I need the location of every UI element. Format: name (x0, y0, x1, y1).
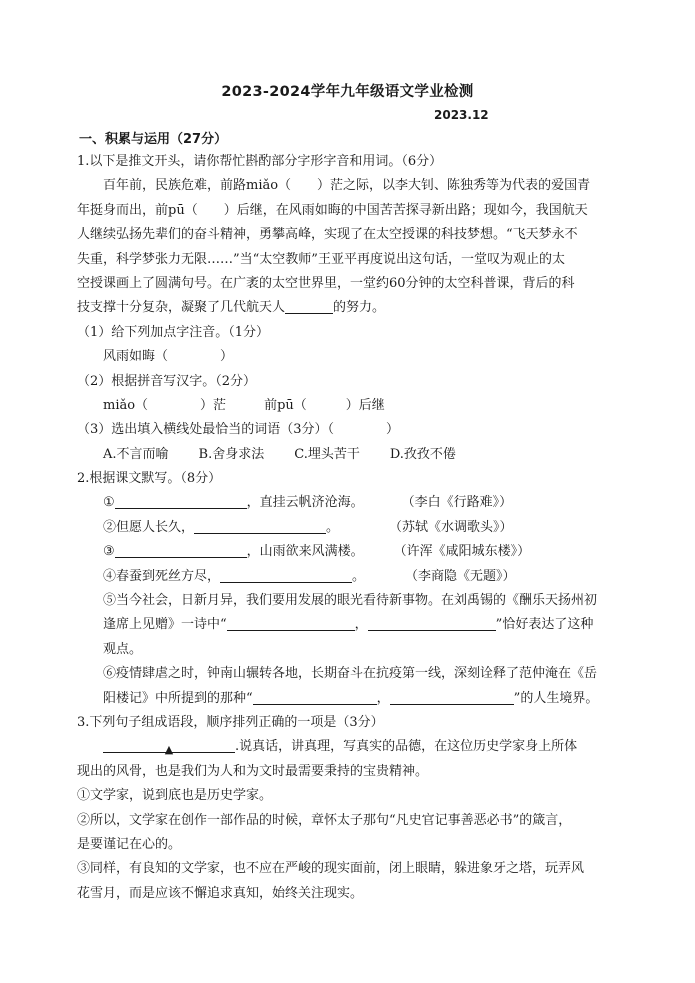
q2-line-3 (77, 540, 625, 564)
poem-source: （许浑《咸阳城东楼》） (393, 544, 531, 560)
passage-text: 的努力。 (333, 300, 386, 316)
q1-passage-line: 失重，科学梦张力无限……”当“太空教师”王亚平再度说出这句话，一堂叹为观止的太 (77, 251, 565, 267)
q2-line-4 (77, 565, 625, 589)
order-answer-blank[interactable] (103, 738, 235, 757)
answer-blank[interactable] (253, 690, 377, 705)
q3-stem: 3.下列句子组成语段，顺序排列正确的一项是（3分） (77, 714, 384, 730)
answer-blank[interactable] (285, 299, 333, 314)
poem-text: ， (354, 617, 368, 633)
q1-passage-line: 空授课画上了圆满句号。在广袤的太空世界里，一堂约60分钟的太空科普课，背后的科 (77, 275, 575, 291)
q1-passage-line: 百年前，民族危难，前路miǎo（ ）茫之际，以李大钊、陈独秀等为代表的爱国青 (103, 178, 591, 194)
q1-sub2: （2）根据拼音写汉字。（2分） (77, 373, 257, 389)
q1-sub1: （1）给下列加点字注音。（1分） (77, 324, 270, 340)
item-number: ③ (103, 544, 115, 560)
exam-content (77, 150, 625, 906)
item-number: ① (103, 495, 115, 511)
poem-text: ②但愿人长久， (103, 519, 195, 535)
q2-line-6-cont (77, 687, 625, 711)
q3-item-2-cont: 是要谨记在心的。 (77, 836, 182, 852)
answer-blank[interactable] (115, 494, 247, 509)
q1-passage-line (77, 296, 625, 320)
passage-text: .说真话，讲真理，写真实的品德，在这位历史学家身上所体 (235, 739, 578, 755)
section-heading: 一、积累与运用（27分） (79, 132, 228, 147)
poem-source: （李商隐《无题》） (405, 568, 516, 584)
triangle-marker-icon: ▲ (164, 743, 174, 757)
q3-item-3: ③同样，有良知的文学家，也不应在严峻的现实面前，闭上眼睛，躲进象牙之塔，玩弄风 (77, 861, 585, 877)
q2-line-5-cont (77, 613, 625, 637)
q1-passage-line: 人继续弘扬先辈们的奋斗精神，勇攀高峰，实现了在太空授课的科技梦想。“飞天梦永不 (77, 227, 578, 243)
q1-options (77, 443, 625, 467)
option-d: D.孜孜不倦 (389, 446, 456, 462)
answer-blank[interactable] (115, 543, 247, 558)
answer-blank[interactable] (227, 616, 355, 631)
exam-title: 2023-2024学年九年级语文学业检测 (221, 84, 474, 100)
q3-passage-line (77, 735, 625, 759)
pinyin-item-b: 前pū（ ）后继 (264, 397, 385, 413)
poem-source: （苏轼《水调歌头》） (389, 519, 513, 535)
answer-blank[interactable] (368, 616, 496, 631)
q1-sub3: （3）选出填入横线处最恰当的词语（3分）（ ） (77, 422, 400, 438)
poem-text: ”的人生境界。 (513, 690, 599, 706)
q1-sub2-items (77, 394, 625, 418)
q2-line-5-end: 观点。 (103, 641, 143, 657)
option-b: B.舍身求法 (198, 446, 265, 462)
q2-stem: 2.根据课文默写。（8分） (77, 471, 222, 487)
poem-text: 。 (352, 568, 366, 584)
q3-item-1: ①文学家，说到底也是历史学家。 (77, 788, 273, 804)
q2-line-2 (77, 516, 625, 540)
q2-line-1 (77, 491, 625, 515)
poem-text: ④春蚕到死丝方尽， (103, 568, 221, 584)
passage-text: 技支撑十分复杂，凝聚了几代航天人 (77, 300, 286, 316)
answer-blank[interactable] (390, 690, 514, 705)
exam-date: 2023.12 (434, 108, 489, 122)
poem-text: 。 (326, 519, 340, 535)
poem-text: 阳楼记》中所提到的那种“ (103, 690, 253, 706)
option-c: C.埋头苦干 (294, 446, 360, 462)
answer-blank[interactable] (194, 519, 326, 534)
q3-item-2: ②所以，文学家在创作一部作品的时候，章怀太子那句“凡史官记事善恶必书”的箴言， (77, 812, 572, 828)
q2-line-5: ⑤当今社会，日新月异，我们要用发展的眼光看待新事物。在刘禹锡的《酬乐天扬州初 (103, 593, 598, 609)
poem-text: 逢席上见赠》一诗中“ (103, 617, 227, 633)
poem-text: ，山雨欲来风满楼。 (246, 544, 364, 560)
q1-sub1-item: 风雨如晦（ ） (103, 349, 234, 365)
option-a: A.不言而喻 (103, 446, 169, 462)
poem-text: ”恰好表达了这种 (495, 617, 594, 633)
poem-text: ， (376, 690, 390, 706)
q3-passage-line: 现出的风骨，也是我们为人和为文时最需要秉持的宝贵精神。 (77, 763, 429, 779)
pinyin-item-a: miǎo（ ）茫 (103, 397, 227, 413)
q2-line-6: ⑥疫情肆虐之时，钟南山辗转各地，长期奋斗在抗疫第一线，深刻诠释了范仲淹在《岳 (103, 666, 598, 682)
q1-stem: 1.以下是推文开头，请你帮忙斟酌部分字形字音和用词。（6分） (77, 154, 443, 169)
poem-text: ，直挂云帆济沧海。 (246, 495, 364, 511)
q1-passage-line: 年挺身而出，前pū（ ）后继，在风雨如晦的中国苦苦探寻新出路；现如今，我国航天 (77, 202, 588, 218)
answer-blank[interactable] (220, 568, 352, 583)
poem-source: （李白《行路难》） (401, 495, 513, 511)
q3-item-3-cont: 花雪月，而是应该不懈追求真知，始终关注现实。 (77, 885, 364, 901)
